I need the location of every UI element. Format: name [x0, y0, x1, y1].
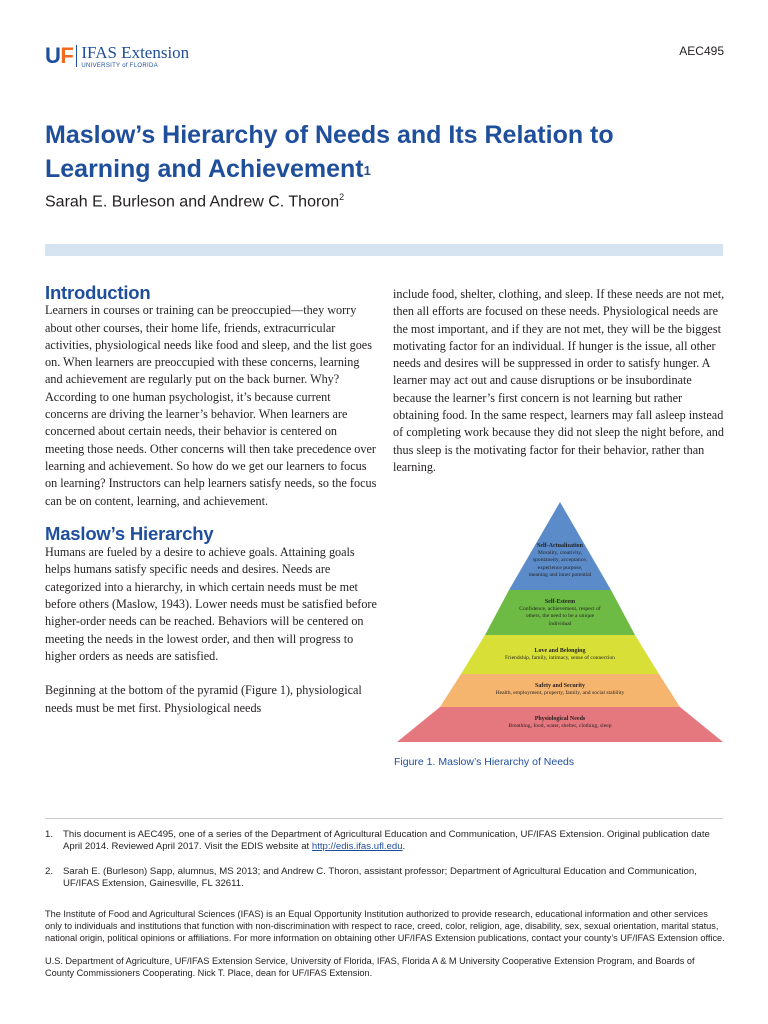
level-desc-line: Health, employment, property, family, and social stability [495, 690, 625, 696]
document-code: AEC495 [679, 44, 724, 58]
title-text: Maslow’s Hierarchy of Needs and Its Relation to Learning and Achievement [45, 121, 614, 183]
ifas-logo[interactable] [45, 44, 189, 70]
footnote-text: This document is AEC495, one of a series of the Department of Agricultural Education and Communication, UF/IFAS Extension. Original publication date April 2014. Reviewed April 2017. Visit the EDIS website at [63, 829, 710, 853]
edis-website-link[interactable]: http://edis.ifas.ufl.edu [311, 841, 403, 853]
level-label-physiological [397, 715, 723, 730]
level-desc-line: Confidence, achievement, respect of [519, 606, 601, 612]
equal-opportunity-statement: The Institute of Food and Agricultural Sciences (IFAS) is an Equal Opportunity Institution authorized to provide research, educational information and other services only to individuals and institutions that function with non-discrimination with respect to race, creed, color, religion, age, disability, sex, sexual orientation, marital status, national origin, political opinions or affiliations. For more information on obtaining other UF/IFAS Extension publications, contact your county’s UF/IFAS Extension office. [45, 909, 725, 943]
intro-paragraph: Learners in courses or training can be preoccupied—they worry about other courses, their home life, friends, extracurricular activities, physiological needs like food and sleep, and the list goes on. When learners are preoccupied with these concerns, learning and achievement are regularly put on the back burner. Why? According to one human psychologist, it’s because current concerns are driving the learner’s behavior. When learners are concerned about certain needs, their behavior is centered on meeting those needs. Other concerns will then take precedence over learning and achievement. So how do we get our learners to focus on learning? Instructors can help learners satisfy needs, so the focus can be on content, learning, and achievement. [45, 303, 377, 508]
footnote-2 [45, 866, 723, 891]
level-label-self-esteem [397, 598, 723, 628]
hierarchy-heading: Maslow’s Hierarchy [45, 522, 214, 544]
level-desc-line: experience purpose, [537, 564, 583, 571]
authors-text: Sarah E. Burleson and Andrew C. Thoron [45, 193, 340, 211]
hierarchy-paragraph-2: Beginning at the bottom of the pyramid (Figure 1), physiological needs must be met first. Physiological needs [45, 683, 362, 715]
authors-footnote-ref[interactable]: 2 [339, 192, 345, 202]
footnote-divider [45, 818, 723, 819]
uf-logo-mark: UF [45, 43, 74, 68]
left-column [45, 284, 377, 717]
level-title: Self-Esteem [544, 599, 576, 605]
page-title [45, 118, 685, 186]
level-title: Love and Belonging [534, 648, 586, 654]
level-title: Physiological Needs [534, 716, 586, 722]
level-desc-line: Breathing, food, water, shelter, clothing, sleep [508, 723, 612, 729]
level-desc-line: individual [548, 620, 572, 627]
footnote-punct: . [402, 841, 406, 853]
level-title: Safety and Security [535, 683, 585, 689]
intro-heading: Introduction [45, 282, 151, 303]
usda-cooperation-statement: U.S. Department of Agriculture, UF/IFAS Extension Service, University of Florida, IFAS, Florida A & M University Cooperative Extension Program, and Boards of County Commissioners Cooperating. Nick T. Place, dean for UF/IFAS Extension. [45, 956, 695, 978]
footnote-number: 1. [45, 829, 54, 840]
level-desc-line: others, the need to be a unique [525, 613, 595, 620]
footnote-number: 2. [45, 866, 54, 877]
figure-caption: Figure 1. Maslow’s Hierarchy of Needs [394, 756, 575, 768]
right-column [393, 286, 725, 476]
level-label-self-actualization [397, 542, 723, 580]
level-desc-line: Morality, creativity, [537, 550, 583, 556]
authors [45, 192, 344, 211]
logo-extension-text: IFAS Extension [81, 43, 190, 62]
title-footnote-ref[interactable]: 1 [363, 163, 371, 178]
header-divider-band [45, 244, 723, 256]
footnote-1 [45, 829, 723, 854]
level-desc-line: spontaneity, acceptance, [532, 557, 588, 564]
hierarchy-paragraph-1: Humans are fueled by a desire to achieve goals. Attaining goals helps humans satisfy specific needs and desires. Needs are categorized into a hierarchy, in which certain needs must be met before others (Maslow, 1943). Lower needs must be satisfied before higher-order needs can be reached. Behaviors will be centered on meeting the needs in the lowest order, and then will progress to higher orders as needs are satisfied. [45, 545, 377, 663]
level-label-love-belonging [397, 647, 723, 662]
right-paragraph: include food, shelter, clothing, and sleep. If these needs are not met, then all efforts are focused on these needs. Physiological needs are the most important, and if they are not met, they will be the biggest motivating factor for an individual. If hunger is the issue, all other needs and desires will be suppressed in order to satisfy hunger. A learner may act out and cause disruptions or be insubordinate because the learner’s first concern is not learning but rather obtaining food. In the same respect, learners may fall asleep instead of completing work because they did not sleep the night before, and thus sleep is the motivating factor for their behavior, rather than learning. [393, 287, 725, 474]
level-label-safety-security [397, 682, 723, 697]
maslow-pyramid-figure [397, 502, 723, 742]
level-desc-line: Friendship, family, intimacy, sense of connection [505, 655, 615, 661]
footnote-text: Sarah E. (Burleson) Sapp, alumnus, MS 2013; and Andrew C. Thoron, assistant professor; Department of Agricultural Education and Communication, UF/IFAS Extension, Gainesville, FL 32611. [63, 866, 697, 890]
logo-university-text: UNIVERSITY of FLORIDA [81, 63, 158, 69]
level-title: Self-Actualization [537, 543, 583, 549]
level-desc-line: meaning and inner potential [528, 572, 592, 579]
logo-divider [76, 45, 77, 67]
